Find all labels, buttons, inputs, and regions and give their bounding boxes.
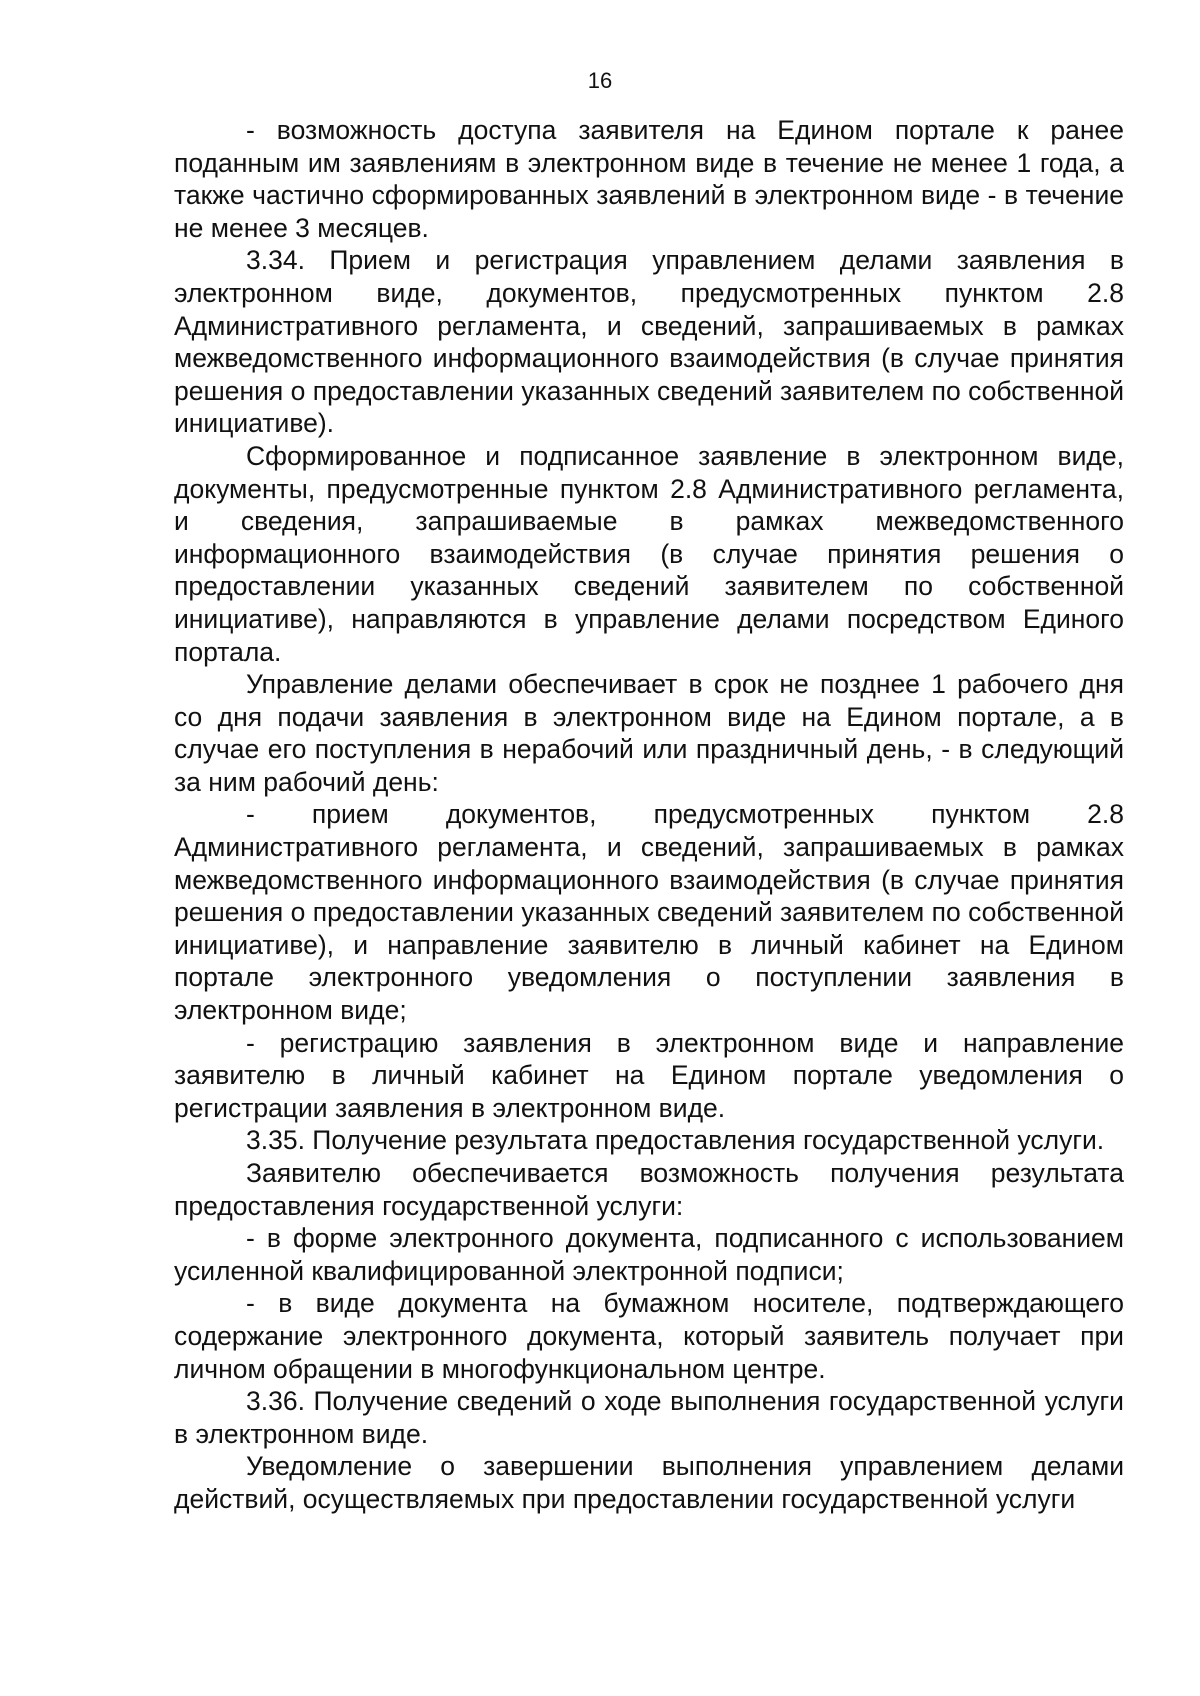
list-item-registration: - регистрацию заявления в электронном виде и направление заявителю в личный кабинет на Едином портале уведомления о регистрации заявления в электронном виде. (174, 1027, 1124, 1123)
list-item-receipt-of-documents: - прием документов, предусмотренных пунктом 2.8 Административного регламента, и сведений, запрашиваемых в рамках межведомственного информационного взаимодействия (в случае принятия решения о предоставлении указанных сведений заявителем по собственной инициативе), и направление заявителю в личный кабинет на Едином портале электронного уведомления о поступлении заявления в электронном виде; (174, 799, 1124, 1026)
paragraph-result-options: Заявителю обеспечивается возможность получения результата предоставления государственной услуги: (174, 1158, 1124, 1221)
paragraph-department-provides: Управление делами обеспечивает в срок не позднее 1 рабочего дня со дня подачи заявления в электронном виде на Едином портале, а в случае его поступления в нерабочий или праздничный день, - в следующий за ним рабочий день: (174, 669, 1124, 797)
paragraph-3-34-heading: 3.34. Прием и регистрация управлением делами заявления в электронном виде, документов, предусмотренных пунктом 2.8 Административного регламента, и сведений, запрашиваемых в рамках межведомственного информационного взаимодействия (в случае принятия решения о предоставлении указанных сведений заявителем по собственной инициативе). (174, 245, 1124, 439)
paragraph-3-36-heading: 3.36. Получение сведений о ходе выполнения государственной услуги в электронном виде. (174, 1386, 1124, 1449)
list-item-paper-document: - в виде документа на бумажном носителе, подтверждающего содержание электронного документа, который заявитель получает при личном обращении в многофункциональном центре. (174, 1288, 1124, 1384)
paragraph-completion-notice: Уведомление о завершении выполнения управлением делами действий, осуществляемых при предоставлении государственной услуги (174, 1451, 1124, 1514)
paragraph-formed-application: Сформированное и подписанное заявление в электронном виде, документы, предусмотренные пунктом 2.8 Административного регламента, и сведения, запрашиваемые в рамках межведомственного информационного взаимодействия (в случае принятия решения о предоставлении указанных сведений заявителем по собственной инициативе), направляются в управление делами посредством Единого портала. (174, 440, 1124, 667)
paragraph-3-35-heading: 3.35. Получение результата предоставления государственной услуги. (246, 1125, 1105, 1156)
document-body (174, 114, 1124, 1516)
page-number: 16 (587, 68, 613, 93)
list-item-electronic-document: - в форме электронного документа, подписанного с использованием усиленной квалифицированной электронной подписи; (174, 1223, 1124, 1286)
paragraph-access-to-applications: - возможность доступа заявителя на Едином портале к ранее поданным им заявлениям в электронном виде в течение не менее 1 года, а также частично сформированных заявлений в электронном виде - в течение не менее 3 месяцев. (174, 115, 1124, 243)
